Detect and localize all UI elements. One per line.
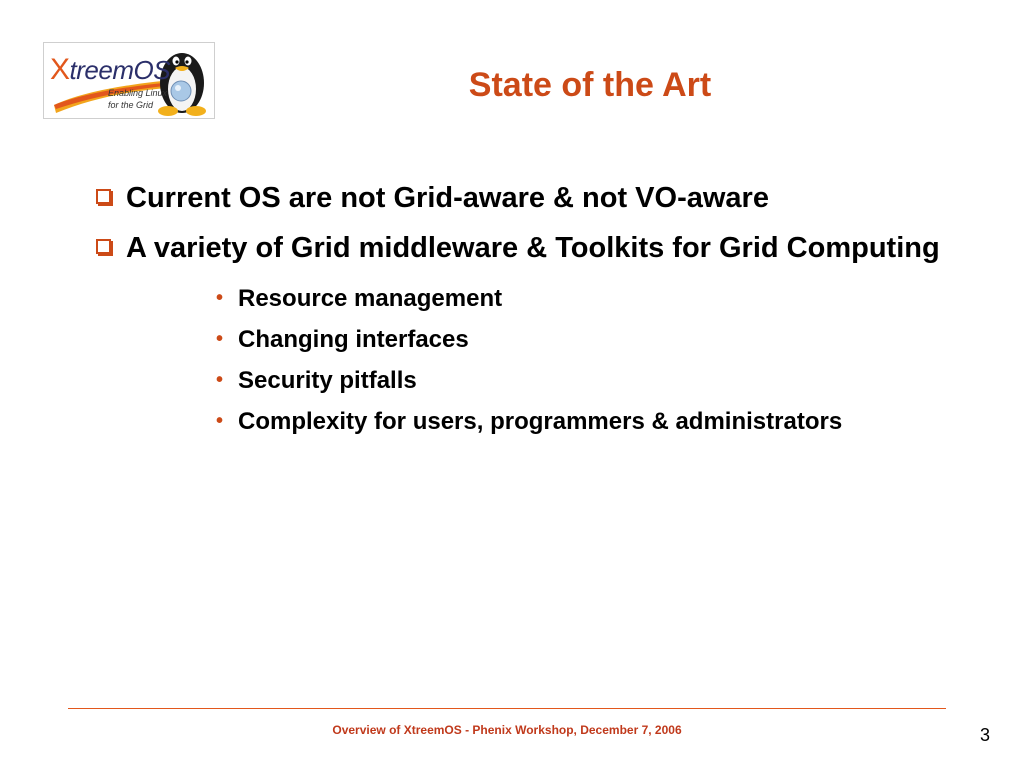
logo-wordmark-rest: treemOS	[69, 55, 171, 85]
bullet-dot-icon: •	[216, 287, 224, 309]
sub-bullet-item	[216, 360, 972, 401]
bullet-dot-icon: •	[216, 410, 224, 432]
page-number: 3	[979, 725, 990, 745]
bullet-text: Current OS are not Grid-aware & not VO-aware	[126, 182, 769, 214]
checkbox-bullet-icon	[96, 189, 111, 204]
slide-title: State of the Art	[468, 66, 712, 104]
sub-bullet-list	[92, 278, 972, 442]
sub-bullet-item	[216, 278, 972, 319]
sub-bullet-item	[216, 401, 972, 442]
sub-bullet-item	[216, 319, 972, 360]
bullet-text: A variety of Grid middleware & Toolkits for Grid Computing	[126, 232, 940, 264]
sub-bullet-text: Complexity for users, programmers & administrators	[238, 408, 843, 435]
xtreemos-logo	[43, 42, 215, 119]
bullet-item	[92, 228, 972, 268]
logo-wordmark-x: X	[50, 53, 70, 86]
footer-caption: Overview of XtreemOS - Phenix Workshop, December 7, 2006	[332, 723, 682, 737]
bullet-item	[92, 178, 972, 218]
sub-bullet-text: Security pitfalls	[238, 367, 417, 394]
bullet-list	[92, 178, 972, 442]
logo-tagline: Enabling Linux for the Grid	[108, 88, 168, 110]
footer-divider	[68, 708, 946, 709]
bullet-dot-icon: •	[216, 328, 224, 350]
checkbox-bullet-icon	[96, 239, 111, 254]
sub-bullet-text: Changing interfaces	[238, 326, 469, 353]
sub-bullet-text: Resource management	[238, 285, 503, 312]
logo-wordmark	[50, 53, 170, 87]
bullet-dot-icon: •	[216, 369, 224, 391]
